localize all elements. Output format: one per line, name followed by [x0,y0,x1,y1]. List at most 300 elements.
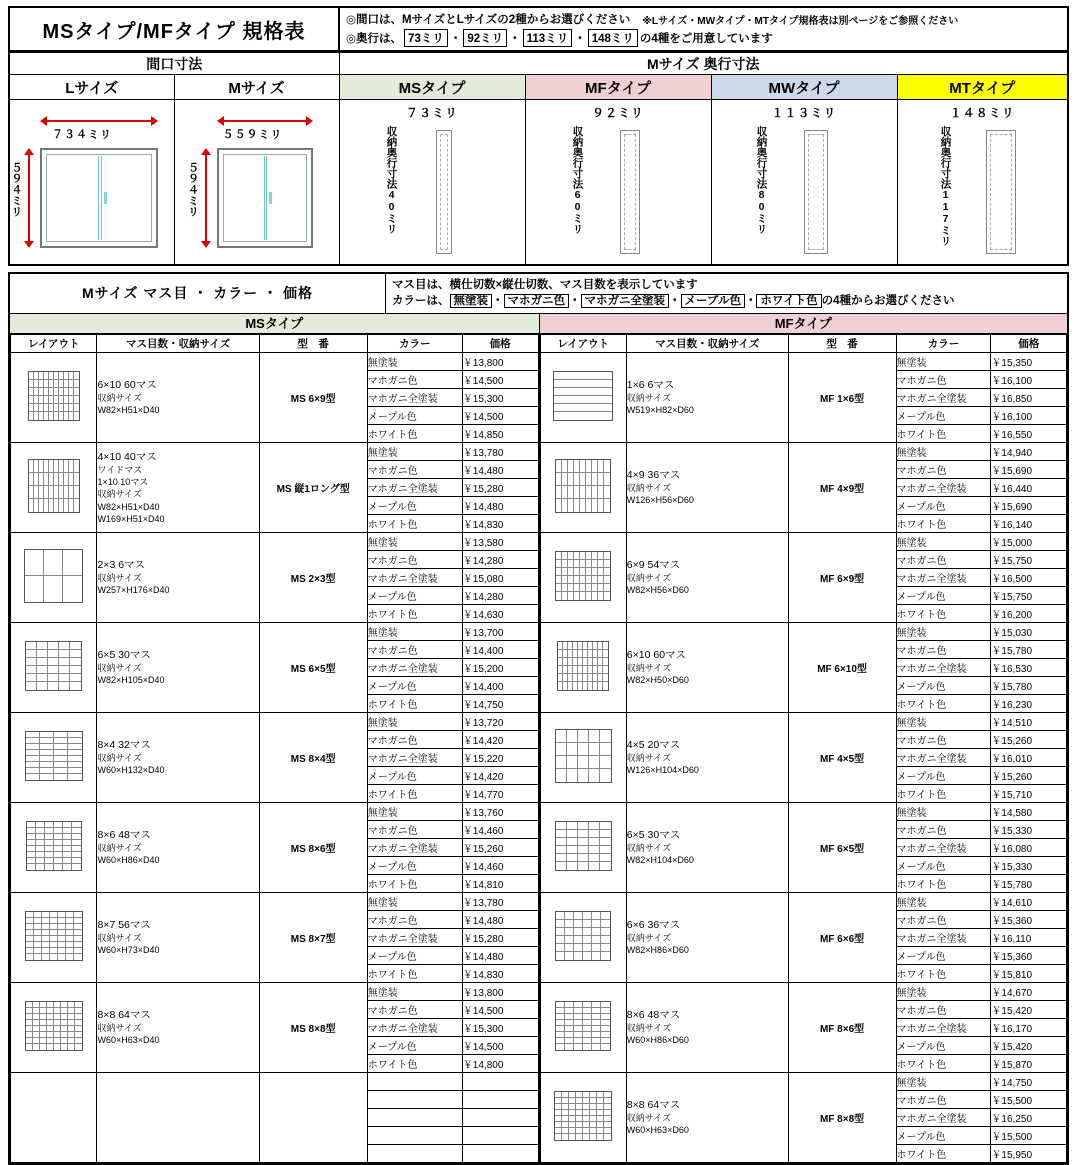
ms-color-7-3: メープル色 [367,1036,462,1054]
mf-price-0-2: ￥16,850 [991,388,1067,406]
ms-color-2-2: マホガニ全塗装 [367,568,462,586]
mf-price-5-0: ￥14,580 [991,802,1067,820]
ms-color-6-4: ホワイト色 [367,964,462,982]
ms-color-1-1: マホガニ色 [367,460,462,478]
mf-price-7-3: ￥15,420 [991,1036,1067,1054]
ms-price-2-4: ￥14,630 [462,604,538,622]
layout-thumbnail [554,1091,612,1141]
ms-price-1-0: ￥13,780 [462,442,538,460]
ms-color-7-1: マホガニ色 [367,1000,462,1018]
mf-masu-0: 1×6 6マス [626,379,675,392]
mf-price-8-0: ￥14,750 [991,1072,1067,1090]
mf-col-masu: マス目数・収納サイズ [626,334,788,352]
layout-thumbnail [555,821,612,871]
msize-width-arrow [217,116,313,126]
spec-note-1: マス目は、横仕切数×縦仕切数、マス目数を表示しています [392,278,698,291]
ms-color-3-0: 無塗装 [367,622,462,640]
mf-color-6-2: マホガニ全塗装 [896,928,991,946]
mf-color-2-1: マホガニ色 [896,550,991,568]
ms-price-0-3: ￥14,500 [462,406,538,424]
ms-masu-1: 4×10 40マス [97,450,157,463]
mf-layout-8 [540,1072,626,1162]
layout-thumbnail [555,729,612,783]
ms-color-5-2: マホガニ全塗装 [367,838,462,856]
lsize-height-arrow [24,148,34,248]
ms-col-color: カラー [367,334,462,352]
mf-color-2-3: メープル色 [896,586,991,604]
mf-table-header-row [540,334,1067,352]
ms-layout-6 [11,892,97,982]
mf-color-7-2: マホガニ全塗装 [896,1018,991,1036]
spec-section-header [10,274,1067,314]
ms-price-5-4: ￥14,810 [462,874,538,892]
mt-depth-label: 収納奥行寸法117ミリ [939,126,952,246]
mf-price-4-3: ￥15,260 [991,766,1067,784]
ms-size-2: 2×3 6マス 収納サイズ W257×H176×D40 [97,532,259,622]
mf-color-3-1: マホガニ色 [896,640,991,658]
ms-size-7: 8×8 64マス 収納サイズ W60×H63×D40 [97,982,259,1072]
mf-masu-2: 6×9 54マス [626,559,681,572]
mf-color-3-4: ホワイト色 [896,694,991,712]
mf-color-1-3: メープル色 [896,496,991,514]
ms-price-3-3: ￥14,400 [462,676,538,694]
mw-depth-value: １１３ミリ [771,106,837,120]
table-row [11,802,539,820]
ms-col-model: 型 番 [259,334,367,352]
header-note-line-1 [346,11,1061,27]
mf-color-5-3: メープル色 [896,856,991,874]
table-row [11,712,539,730]
mf-col-price: 価格 [991,334,1067,352]
ms-price-6-1: ￥14,480 [462,910,538,928]
depth-option-148: 148ミリ [588,29,638,47]
table-row [540,802,1067,820]
mf-color-7-0: 無塗装 [896,982,991,1000]
ms-price-6-0: ￥13,780 [462,892,538,910]
mf-price-3-2: ￥16,530 [991,658,1067,676]
ms-size-0: 6×10 60マス 収納サイズ W82×H51×D40 [97,352,259,442]
ms-color-6-3: メープル色 [367,946,462,964]
ms-price-2-3: ￥14,280 [462,586,538,604]
mf-size-2: 6×9 54マス 収納サイズ W82×H56×D60 [626,532,788,622]
color-option-white: ホワイト色 [756,294,821,308]
spec-section [8,272,1069,1165]
header-box [8,6,1069,52]
ms-color-empty-3 [367,1126,462,1144]
header-note-2-post: の4種をご用意しています [639,33,773,45]
mf-price-1-1: ￥15,690 [991,460,1067,478]
ms-color-3-2: マホガニ全塗装 [367,658,462,676]
mf-layout-7 [540,982,626,1072]
mf-price-0-3: ￥16,100 [991,406,1067,424]
spec-note-2: カラーは、 無塗装 ・ マホガニ色 ・ マホガニ全塗装 ・ メープル色 ・ ホワイト色 の4種からお選びください [392,295,955,308]
mf-color-0-4: ホワイト色 [896,424,991,442]
mf-color-1-1: マホガニ色 [896,460,991,478]
mf-size-5: 6×5 30マス 収納サイズ W82×H104×D60 [626,802,788,892]
ms-color-3-4: ホワイト色 [367,694,462,712]
ms-color-1-4: ホワイト色 [367,514,462,532]
layout-thumbnail [28,459,80,513]
ms-price-0-0: ￥13,800 [462,352,538,370]
mf-model-8: MF 8×8型 [788,1072,896,1162]
header-note-1: ◎間口は、MサイズとLサイズの2種からお選びください [346,14,631,26]
ms-layout-1 [11,442,97,532]
mf-price-6-1: ￥15,360 [991,910,1067,928]
ms-column-title: MSタイプ [10,314,539,334]
ms-layout-0 [11,352,97,442]
ms-color-7-0: 無塗装 [367,982,462,1000]
mw-depth-drawing [804,130,828,254]
mf-price-8-2: ￥16,250 [991,1108,1067,1126]
header-note-2-pre: ◎奥行は、 [346,33,403,45]
mf-color-4-4: ホワイト色 [896,784,991,802]
mf-price-2-3: ￥15,750 [991,586,1067,604]
ms-price-3-1: ￥14,400 [462,640,538,658]
mf-model-6: MF 6×6型 [788,892,896,982]
mf-price-6-4: ￥15,810 [991,964,1067,982]
mf-price-4-4: ￥15,710 [991,784,1067,802]
mf-masu-5: 6×5 30マス [626,829,681,842]
ms-model-2: MS 2×3型 [259,532,367,622]
ms-price-5-3: ￥14,460 [462,856,538,874]
ms-masu-6: 8×7 56マス [97,919,151,932]
mt-depth-figure-cell [897,100,1068,265]
mf-price-5-4: ￥15,780 [991,874,1067,892]
ms-color-6-1: マホガニ色 [367,910,462,928]
ms-color-2-1: マホガニ色 [367,550,462,568]
mf-layout-0 [540,352,626,442]
ms-layout-empty [11,1072,97,1162]
mf-price-3-0: ￥15,030 [991,622,1067,640]
mf-size-3: 6×10 60マス 収納サイズ W82×H50×D60 [626,622,788,712]
layout-thumbnail [25,911,83,961]
mf-color-3-2: マホガニ全塗装 [896,658,991,676]
mf-color-7-1: マホガニ色 [896,1000,991,1018]
ms-price-6-4: ￥14,830 [462,964,538,982]
ms-color-empty-1 [367,1090,462,1108]
lsize-header: Lサイズ [9,75,174,100]
mf-color-6-4: ホワイト色 [896,964,991,982]
lsize-figure-cell [9,100,174,265]
mf-color-2-2: マホガニ全塗装 [896,568,991,586]
layout-thumbnail [26,821,82,871]
mf-price-5-2: ￥16,080 [991,838,1067,856]
ms-spec-table [10,334,539,1163]
mf-price-2-1: ￥15,750 [991,550,1067,568]
ms-table-header-row [11,334,539,352]
ms-color-4-0: 無塗装 [367,712,462,730]
ms-color-4-2: マホガニ全塗装 [367,748,462,766]
mf-layout-3 [540,622,626,712]
ms-depth-drawing [436,130,452,254]
mf-size-1: 4×9 36マス 収納サイズ W126×H56×D60 [626,442,788,532]
ms-masu-4: 8×4 32マス [97,739,151,752]
layout-thumbnail [555,911,611,961]
table-row [540,532,1067,550]
mf-price-7-2: ￥16,170 [991,1018,1067,1036]
ms-model-0: MS 6×9型 [259,352,367,442]
mf-depth-label: 収納奥行寸法60ミリ [571,126,584,234]
mf-price-5-1: ￥15,330 [991,820,1067,838]
ms-price-2-2: ￥15,080 [462,568,538,586]
ms-price-0-2: ￥15,300 [462,388,538,406]
ms-price-0-1: ￥14,500 [462,370,538,388]
table-row [11,982,539,1000]
ms-color-2-3: メープル色 [367,586,462,604]
mf-price-5-3: ￥15,330 [991,856,1067,874]
sep-2: ・ [509,33,521,45]
layout-thumbnail [555,1001,611,1051]
mf-column-title: MFタイプ [540,314,1068,334]
ms-price-1-4: ￥14,830 [462,514,538,532]
mf-depth-drawing [620,130,640,254]
lsize-width-label: ７３４ミリ [52,129,112,141]
mf-color-6-0: 無塗装 [896,892,991,910]
msize-height-arrow [201,148,211,248]
mf-size-0: 1×6 6マス 収納サイズ W519×H82×D60 [626,352,788,442]
mf-price-7-4: ￥15,870 [991,1054,1067,1072]
mf-color-5-0: 無塗装 [896,802,991,820]
mf-type-header: MFタイプ [525,75,711,100]
mf-price-6-0: ￥14,610 [991,892,1067,910]
color-option-maple: メープル色 [681,294,745,308]
mf-spec-table [540,334,1068,1163]
table-row [11,352,539,370]
layout-thumbnail [553,371,613,421]
header-notes [340,8,1067,50]
mf-color-7-3: メープル色 [896,1036,991,1054]
layout-thumbnail [25,1001,83,1051]
ms-size-empty [97,1072,259,1162]
spec-columns [10,314,1067,1163]
ms-price-2-1: ￥14,280 [462,550,538,568]
mw-depth-figure-cell [711,100,897,265]
spec-note-2-post: の4種からお選びください [821,295,955,308]
mf-size-6: 6×6 36マス 収納サイズ W82×H86×D60 [626,892,788,982]
mf-model-7: MF 8×6型 [788,982,896,1072]
ms-type-header: MSタイプ [339,75,525,100]
mf-price-6-2: ￥16,110 [991,928,1067,946]
ms-column [10,314,539,1163]
ms-model-5: MS 8×6型 [259,802,367,892]
ms-price-empty-0 [462,1072,538,1090]
table-row [540,622,1067,640]
mf-price-1-3: ￥15,690 [991,496,1067,514]
ms-color-empty-0 [367,1072,462,1090]
ms-layout-7 [11,982,97,1072]
mf-price-0-0: ￥15,350 [991,352,1067,370]
ms-layout-4 [11,712,97,802]
ms-price-4-2: ￥15,220 [462,748,538,766]
mf-layout-1 [540,442,626,532]
layout-thumbnail [25,641,82,691]
table-row [11,442,539,460]
mf-color-1-2: マホガニ全塗装 [896,478,991,496]
mf-price-8-4: ￥15,950 [991,1144,1067,1162]
ms-price-empty-2 [462,1108,538,1126]
mf-price-8-3: ￥15,500 [991,1126,1067,1144]
ms-layout-5 [11,802,97,892]
mf-masu-4: 4×5 20マス [626,739,681,752]
ms-color-4-4: ホワイト色 [367,784,462,802]
ms-price-5-1: ￥14,460 [462,820,538,838]
ms-col-price: 価格 [462,334,538,352]
ms-price-empty-3 [462,1126,538,1144]
ms-price-3-0: ￥13,700 [462,622,538,640]
ms-price-5-0: ￥13,760 [462,802,538,820]
ms-color-empty-4 [367,1144,462,1162]
table-row [540,892,1067,910]
layout-thumbnail [28,371,80,421]
mf-color-5-1: マホガニ色 [896,820,991,838]
ms-color-5-3: メープル色 [367,856,462,874]
ms-color-0-1: マホガニ色 [367,370,462,388]
ms-depth-value: ７３ミリ [405,106,458,120]
mf-color-8-1: マホガニ色 [896,1090,991,1108]
spec-section-title: Mサイズ マス目 ・ カラー ・ 価格 [10,274,386,313]
ms-masu-3: 6×5 30マス [97,649,151,662]
ms-price-4-1: ￥14,420 [462,730,538,748]
table-row [540,352,1067,370]
ms-model-3: MS 6×5型 [259,622,367,712]
ms-price-5-2: ￥15,260 [462,838,538,856]
color-option-mahogany: マホガニ色 [504,294,570,308]
mf-layout-5 [540,802,626,892]
ms-depth-figure-cell [339,100,525,265]
ms-price-1-1: ￥14,480 [462,460,538,478]
mf-price-8-1: ￥15,500 [991,1090,1067,1108]
ms-price-7-2: ￥15,300 [462,1018,538,1036]
mf-price-6-3: ￥15,360 [991,946,1067,964]
ms-price-empty-4 [462,1144,538,1162]
mt-depth-value: １４８ミリ [949,106,1015,120]
mf-color-5-2: マホガニ全塗装 [896,838,991,856]
ms-color-7-4: ホワイト色 [367,1054,462,1072]
depth-option-113: 113ミリ [523,29,573,47]
mt-depth-drawing [986,130,1016,254]
ms-model-6: MS 8×7型 [259,892,367,982]
layout-thumbnail [24,549,83,603]
mw-type-header: MWタイプ [711,75,897,100]
lsize-height-label: ５９４ミリ [10,162,22,217]
ms-color-5-0: 無塗装 [367,802,462,820]
ms-size-1: 4×10 40マス ワイドマス 1×10 10マス 収納サイズ W82×H51×D40 W169×H51×D40 [97,442,259,532]
mf-model-3: MF 6×10型 [788,622,896,712]
ms-price-7-3: ￥14,500 [462,1036,538,1054]
mf-color-3-0: 無塗装 [896,622,991,640]
ms-size-6: 8×7 56マス 収納サイズ W60×H73×D40 [97,892,259,982]
lsize-cabinet-drawing [40,148,158,248]
mf-color-6-3: メープル色 [896,946,991,964]
color-option-mutoso: 無塗装 [450,294,493,308]
ms-price-6-2: ￥15,280 [462,928,538,946]
msize-header: Mサイズ [174,75,339,100]
ms-masu-5: 8×6 48マス [97,829,151,842]
mf-price-0-4: ￥16,550 [991,424,1067,442]
ms-price-7-0: ￥13,800 [462,982,538,1000]
ms-price-3-4: ￥14,750 [462,694,538,712]
dimension-table [8,52,1069,266]
mf-depth-value: ９２ミリ [591,106,644,120]
mf-color-0-0: 無塗装 [896,352,991,370]
ms-color-6-0: 無塗装 [367,892,462,910]
ms-color-5-4: ホワイト色 [367,874,462,892]
mf-model-0: MF 1×6型 [788,352,896,442]
ms-price-7-4: ￥14,800 [462,1054,538,1072]
mf-color-8-3: メープル色 [896,1126,991,1144]
mf-color-2-0: 無塗装 [896,532,991,550]
mf-price-7-0: ￥14,670 [991,982,1067,1000]
ms-col-masu: マス目数・収納サイズ [97,334,259,352]
mf-size-7: 8×6 48マス 収納サイズ W60×H86×D60 [626,982,788,1072]
ms-depth-label: 収納奥行寸法40ミリ [385,126,398,234]
ms-color-1-0: 無塗装 [367,442,462,460]
mf-price-4-0: ￥14,510 [991,712,1067,730]
ms-color-3-3: メープル色 [367,676,462,694]
mf-column [539,314,1068,1163]
layout-thumbnail [555,551,611,601]
header-note-line-2 [346,29,1061,47]
mf-color-1-4: ホワイト色 [896,514,991,532]
mf-masu-8: 8×8 64マス [626,1099,681,1112]
ms-size-4: 8×4 32マス 収納サイズ W60×H132×D40 [97,712,259,802]
mf-model-1: MF 4×9型 [788,442,896,532]
ms-price-3-2: ￥15,200 [462,658,538,676]
header-note-side: ※Lサイズ・MWタイプ・MTタイプ規格表は別ページをご参照ください [642,15,959,27]
ms-color-3-1: マホガニ色 [367,640,462,658]
mt-type-header: MTタイプ [897,75,1068,100]
mf-color-6-1: マホガニ色 [896,910,991,928]
ms-price-4-3: ￥14,420 [462,766,538,784]
ms-size-3: 6×5 30マス 収納サイズ W82×H105×D40 [97,622,259,712]
ms-color-0-2: マホガニ全塗装 [367,388,462,406]
mf-col-layout: レイアウト [540,334,626,352]
ms-price-4-0: ￥13,720 [462,712,538,730]
mf-color-4-2: マホガニ全塗装 [896,748,991,766]
mf-model-2: MF 6×9型 [788,532,896,622]
mf-size-4: 4×5 20マス 収納サイズ W126×H104×D60 [626,712,788,802]
ms-masu-7: 8×8 64マス [97,1009,151,1022]
ms-price-empty-1 [462,1090,538,1108]
madoguchi-header: 間口寸法 [9,53,339,75]
sep-1: ・ [449,33,462,45]
mf-col-model: 型 番 [788,334,896,352]
ms-masu-0: 6×10 60マス [97,379,157,392]
okuyuki-header: Mサイズ 奥行寸法 [339,53,1068,75]
ms-price-0-4: ￥14,850 [462,424,538,442]
depth-option-92: 92ミリ [463,29,507,47]
sep-3: ・ [574,33,586,45]
ms-price-6-3: ￥14,480 [462,946,538,964]
ms-model-empty [259,1072,367,1162]
ms-price-4-4: ￥14,770 [462,784,538,802]
ms-color-2-0: 無塗装 [367,532,462,550]
mf-color-4-3: メープル色 [896,766,991,784]
mf-layout-6 [540,892,626,982]
ms-color-0-4: ホワイト色 [367,424,462,442]
mf-col-color: カラー [896,334,991,352]
mf-color-8-0: 無塗装 [896,1072,991,1090]
depth-option-73: 73ミリ [404,29,448,47]
mf-masu-1: 4×9 36マス [626,469,681,482]
ms-model-4: MS 8×4型 [259,712,367,802]
ms-color-4-1: マホガニ色 [367,730,462,748]
layout-thumbnail [25,731,83,781]
mf-layout-4 [540,712,626,802]
mw-depth-label: 収納奥行寸法80ミリ [755,126,768,234]
mf-color-4-0: 無塗装 [896,712,991,730]
page-title: MSタイプ/MFタイプ 規格表 [10,8,340,50]
